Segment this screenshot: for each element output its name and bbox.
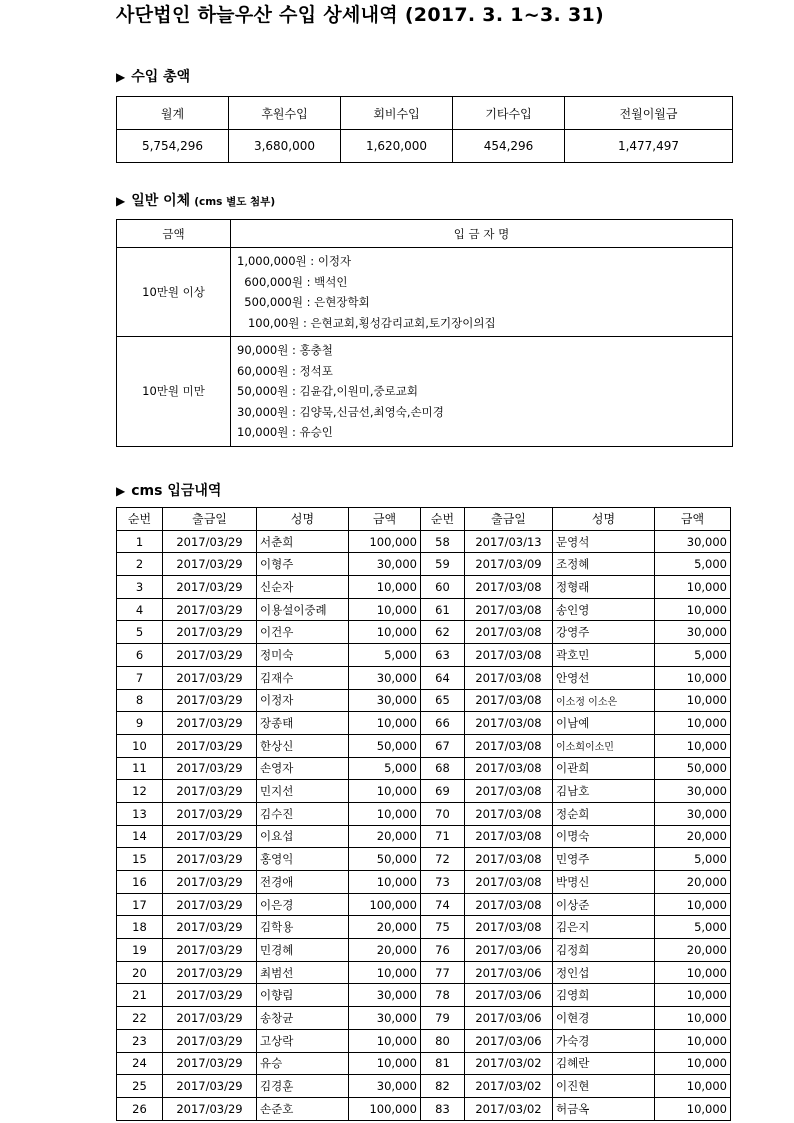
cms-name-cell: 이용설이중례 (257, 598, 349, 621)
cms-date-cell: 2017/03/08 (465, 893, 553, 916)
cms-date-cell: 2017/03/29 (163, 576, 257, 599)
cms-date-cell: 2017/03/06 (465, 984, 553, 1007)
cms-name-cell: 김경훈 (257, 1075, 349, 1098)
cms-date-cell: 2017/03/08 (465, 576, 553, 599)
summary-header-cell: 기타수입 (453, 97, 565, 130)
cms-amount-cell: 30,000 (349, 689, 421, 712)
cms-date-cell: 2017/03/08 (465, 621, 553, 644)
section-heading-income-total (116, 66, 190, 86)
table-row (117, 1007, 731, 1030)
summary-value-row (117, 130, 733, 163)
triangle-icon: ▶ (116, 194, 126, 208)
cms-seq-cell: 71 (421, 825, 465, 848)
transfer-row-over (117, 248, 733, 337)
cms-amount-cell: 10,000 (655, 576, 731, 599)
cms-date-cell: 2017/03/29 (163, 848, 257, 871)
cms-name-cell: 손준호 (257, 1097, 349, 1120)
cms-seq-cell: 62 (421, 621, 465, 644)
cms-amount-cell: 20,000 (655, 825, 731, 848)
cms-seq-cell: 17 (117, 893, 163, 916)
cms-date-cell: 2017/03/29 (163, 1007, 257, 1030)
cms-name-cell: 이형주 (257, 553, 349, 576)
cms-amount-cell: 100,000 (349, 893, 421, 916)
cms-name-cell: 홍영익 (257, 848, 349, 871)
cms-date-cell: 2017/03/06 (465, 1029, 553, 1052)
cms-seq-cell: 58 (421, 530, 465, 553)
cms-date-cell: 2017/03/06 (465, 961, 553, 984)
cms-name-cell: 김정희 (553, 939, 655, 962)
table-row (117, 961, 731, 984)
cms-date-cell: 2017/03/09 (465, 553, 553, 576)
transfer-category: 10만원 미만 (117, 337, 231, 447)
table-row (117, 644, 731, 667)
section-label: 수입 총액 (131, 69, 191, 85)
summary-value-cell: 1,620,000 (341, 130, 453, 163)
cms-date-cell: 2017/03/29 (163, 961, 257, 984)
cms-amount-cell: 10,000 (349, 1052, 421, 1075)
cms-amount-cell: 5,000 (655, 553, 731, 576)
cms-seq-cell: 2 (117, 553, 163, 576)
donor-line: 90,000원 : 홍충철 (237, 343, 333, 357)
summary-value-cell: 3,680,000 (229, 130, 341, 163)
cms-seq-cell: 63 (421, 644, 465, 667)
cms-header-cell: 출금일 (465, 508, 553, 531)
donor-line: 600,000원 : 백석인 (237, 274, 348, 289)
cms-date-cell: 2017/03/29 (163, 530, 257, 553)
cms-name-cell: 김혜란 (553, 1052, 655, 1075)
cms-name-cell: 전경애 (257, 871, 349, 894)
cms-header-row (117, 508, 731, 531)
cms-amount-cell: 5,000 (349, 644, 421, 667)
cms-seq-cell: 25 (117, 1075, 163, 1098)
cms-seq-cell: 6 (117, 644, 163, 667)
cms-seq-cell: 59 (421, 553, 465, 576)
table-row (117, 553, 731, 576)
cms-seq-cell: 8 (117, 689, 163, 712)
cms-seq-cell: 11 (117, 757, 163, 780)
cms-date-cell: 2017/03/29 (163, 984, 257, 1007)
table-row (117, 576, 731, 599)
cms-name-cell: 김수진 (257, 802, 349, 825)
cms-date-cell: 2017/03/08 (465, 802, 553, 825)
cms-date-cell: 2017/03/29 (163, 1052, 257, 1075)
table-row (117, 893, 731, 916)
cms-seq-cell: 81 (421, 1052, 465, 1075)
cms-seq-cell: 65 (421, 689, 465, 712)
cms-amount-cell: 5,000 (655, 916, 731, 939)
cms-amount-cell: 20,000 (349, 825, 421, 848)
cms-name-cell: 민경혜 (257, 939, 349, 962)
transfer-donor-lines (231, 248, 733, 337)
table-row (117, 757, 731, 780)
transfer-header-row (117, 220, 733, 248)
cms-name-cell: 이남예 (553, 712, 655, 735)
cms-seq-cell: 1 (117, 530, 163, 553)
cms-name-cell: 서춘희 (257, 530, 349, 553)
cms-header-cell: 성명 (257, 508, 349, 531)
cms-amount-cell: 30,000 (349, 553, 421, 576)
donor-line: 1,000,000원 : 이정자 (237, 254, 352, 268)
cms-amount-cell: 10,000 (655, 1007, 731, 1030)
cms-name-cell: 김재수 (257, 666, 349, 689)
cms-amount-cell: 10,000 (349, 712, 421, 735)
table-row (117, 1052, 731, 1075)
cms-seq-cell: 18 (117, 916, 163, 939)
donor-line: 50,000원 : 김윤갑,이원미,중로교회 (237, 384, 418, 398)
summary-header-cell: 전월이월금 (565, 97, 733, 130)
table-row (117, 598, 731, 621)
cms-name-cell: 이은경 (257, 893, 349, 916)
cms-seq-cell: 23 (117, 1029, 163, 1052)
cms-seq-cell: 73 (421, 871, 465, 894)
donor-line: 100,00원 : 은현교회,횡성감리교회,토기장이의집 (237, 315, 496, 330)
cms-seq-cell: 21 (117, 984, 163, 1007)
transfer-donor-lines (231, 337, 733, 447)
cms-amount-cell: 5,000 (655, 644, 731, 667)
table-row (117, 712, 731, 735)
cms-name-cell: 민영주 (553, 848, 655, 871)
cms-seq-cell: 7 (117, 666, 163, 689)
cms-date-cell: 2017/03/02 (465, 1097, 553, 1120)
cms-date-cell: 2017/03/29 (163, 734, 257, 757)
table-row (117, 939, 731, 962)
cms-date-cell: 2017/03/08 (465, 916, 553, 939)
cms-amount-cell: 5,000 (349, 757, 421, 780)
cms-deposit-table (116, 507, 731, 1121)
cms-date-cell: 2017/03/08 (465, 712, 553, 735)
section-sub-label: (cms 별도 첨부) (194, 196, 276, 208)
transfer-category: 10만원 이상 (117, 248, 231, 337)
cms-amount-cell: 10,000 (349, 802, 421, 825)
transfer-header-names: 입 금 자 명 (231, 220, 733, 248)
cms-date-cell: 2017/03/06 (465, 939, 553, 962)
cms-date-cell: 2017/03/29 (163, 916, 257, 939)
cms-date-cell: 2017/03/08 (465, 666, 553, 689)
cms-name-cell: 송창균 (257, 1007, 349, 1030)
cms-seq-cell: 13 (117, 802, 163, 825)
cms-seq-cell: 5 (117, 621, 163, 644)
cms-seq-cell: 61 (421, 598, 465, 621)
cms-name-cell: 유승 (257, 1052, 349, 1075)
cms-seq-cell: 67 (421, 734, 465, 757)
cms-amount-cell: 10,000 (349, 871, 421, 894)
cms-date-cell: 2017/03/29 (163, 621, 257, 644)
cms-name-cell: 곽호민 (553, 644, 655, 667)
cms-amount-cell: 10,000 (349, 780, 421, 803)
triangle-icon: ▶ (116, 484, 126, 498)
cms-date-cell: 2017/03/08 (465, 734, 553, 757)
cms-name-cell: 이향림 (257, 984, 349, 1007)
cms-seq-cell: 70 (421, 802, 465, 825)
section-label: 일반 이체 (131, 193, 191, 209)
cms-name-cell: 이관희 (553, 757, 655, 780)
cms-name-cell: 김영희 (553, 984, 655, 1007)
cms-amount-cell: 10,000 (655, 1097, 731, 1120)
cms-name-cell: 안영선 (553, 666, 655, 689)
table-row (117, 848, 731, 871)
summary-value-cell: 1,477,497 (565, 130, 733, 163)
cms-date-cell: 2017/03/02 (465, 1052, 553, 1075)
table-row (117, 916, 731, 939)
summary-header-cell: 후원수입 (229, 97, 341, 130)
cms-name-cell: 고상락 (257, 1029, 349, 1052)
table-row (117, 1097, 731, 1120)
table-row (117, 871, 731, 894)
cms-name-cell: 이상준 (553, 893, 655, 916)
cms-seq-cell: 10 (117, 734, 163, 757)
section-heading-general-transfer (116, 190, 275, 210)
cms-amount-cell: 10,000 (655, 689, 731, 712)
cms-name-cell: 신순자 (257, 576, 349, 599)
cms-seq-cell: 22 (117, 1007, 163, 1030)
table-row (117, 666, 731, 689)
cms-date-cell: 2017/03/29 (163, 802, 257, 825)
cms-name-cell: 정미숙 (257, 644, 349, 667)
cms-amount-cell: 10,000 (655, 984, 731, 1007)
cms-date-cell: 2017/03/29 (163, 644, 257, 667)
cms-name-cell: 이명숙 (553, 825, 655, 848)
cms-date-cell: 2017/03/02 (465, 1075, 553, 1098)
cms-header-cell: 순번 (421, 508, 465, 531)
cms-date-cell: 2017/03/06 (465, 1007, 553, 1030)
donor-line: 10,000원 : 유승인 (237, 425, 333, 439)
table-row (117, 734, 731, 757)
cms-date-cell: 2017/03/29 (163, 1075, 257, 1098)
cms-amount-cell: 30,000 (655, 530, 731, 553)
cms-amount-cell: 20,000 (349, 939, 421, 962)
cms-date-cell: 2017/03/08 (465, 689, 553, 712)
cms-seq-cell: 66 (421, 712, 465, 735)
cms-amount-cell: 30,000 (655, 621, 731, 644)
cms-date-cell: 2017/03/29 (163, 712, 257, 735)
cms-seq-cell: 77 (421, 961, 465, 984)
cms-name-cell: 이정자 (257, 689, 349, 712)
cms-seq-cell: 9 (117, 712, 163, 735)
cms-amount-cell: 10,000 (655, 666, 731, 689)
cms-date-cell: 2017/03/29 (163, 666, 257, 689)
cms-date-cell: 2017/03/08 (465, 757, 553, 780)
cms-date-cell: 2017/03/29 (163, 893, 257, 916)
cms-seq-cell: 4 (117, 598, 163, 621)
cms-header-cell: 출금일 (163, 508, 257, 531)
summary-value-cell: 454,296 (453, 130, 565, 163)
cms-seq-cell: 75 (421, 916, 465, 939)
cms-name-cell: 이소희이소민 (553, 734, 655, 757)
cms-amount-cell: 50,000 (349, 848, 421, 871)
cms-name-cell: 조정혜 (553, 553, 655, 576)
cms-name-cell: 문영석 (553, 530, 655, 553)
cms-date-cell: 2017/03/29 (163, 871, 257, 894)
cms-seq-cell: 15 (117, 848, 163, 871)
cms-seq-cell: 3 (117, 576, 163, 599)
cms-amount-cell: 20,000 (655, 871, 731, 894)
cms-table-body (117, 530, 731, 1120)
cms-header-cell: 순번 (117, 508, 163, 531)
cms-header-cell: 성명 (553, 508, 655, 531)
cms-name-cell: 정순희 (553, 802, 655, 825)
cms-date-cell: 2017/03/29 (163, 553, 257, 576)
cms-seq-cell: 79 (421, 1007, 465, 1030)
cms-amount-cell: 10,000 (655, 1075, 731, 1098)
cms-name-cell: 이요섭 (257, 825, 349, 848)
cms-date-cell: 2017/03/29 (163, 825, 257, 848)
cms-seq-cell: 74 (421, 893, 465, 916)
page-title: 사단법인 하늘우산 수입 상세내역 (2017. 3. 1~3. 31) (116, 4, 604, 26)
cms-date-cell: 2017/03/08 (465, 780, 553, 803)
cms-amount-cell: 30,000 (349, 666, 421, 689)
cms-amount-cell: 100,000 (349, 1097, 421, 1120)
cms-name-cell: 강영주 (553, 621, 655, 644)
cms-amount-cell: 30,000 (655, 802, 731, 825)
transfer-row-under (117, 337, 733, 447)
cms-date-cell: 2017/03/29 (163, 757, 257, 780)
cms-name-cell: 장종태 (257, 712, 349, 735)
table-row (117, 802, 731, 825)
cms-seq-cell: 76 (421, 939, 465, 962)
summary-header-cell: 월계 (117, 97, 229, 130)
cms-seq-cell: 14 (117, 825, 163, 848)
cms-amount-cell: 30,000 (349, 1007, 421, 1030)
cms-name-cell: 한상신 (257, 734, 349, 757)
table-row (117, 689, 731, 712)
cms-date-cell: 2017/03/29 (163, 689, 257, 712)
cms-seq-cell: 12 (117, 780, 163, 803)
cms-seq-cell: 69 (421, 780, 465, 803)
cms-name-cell: 김남호 (553, 780, 655, 803)
summary-header-cell: 회비수입 (341, 97, 453, 130)
cms-amount-cell: 10,000 (655, 1052, 731, 1075)
cms-date-cell: 2017/03/08 (465, 871, 553, 894)
cms-amount-cell: 10,000 (655, 712, 731, 735)
cms-date-cell: 2017/03/08 (465, 598, 553, 621)
cms-amount-cell: 10,000 (349, 1029, 421, 1052)
table-row (117, 1075, 731, 1098)
cms-name-cell: 김은지 (553, 916, 655, 939)
donor-line: 60,000원 : 정석포 (237, 363, 333, 378)
cms-seq-cell: 26 (117, 1097, 163, 1120)
cms-seq-cell: 72 (421, 848, 465, 871)
cms-seq-cell: 80 (421, 1029, 465, 1052)
cms-date-cell: 2017/03/29 (163, 1029, 257, 1052)
cms-date-cell: 2017/03/29 (163, 1097, 257, 1120)
summary-value-cell: 5,754,296 (117, 130, 229, 163)
general-transfer-table (116, 219, 733, 447)
cms-amount-cell: 10,000 (349, 598, 421, 621)
cms-amount-cell: 30,000 (349, 1075, 421, 1098)
table-row (117, 1029, 731, 1052)
cms-name-cell: 정인섭 (553, 961, 655, 984)
cms-amount-cell: 10,000 (655, 893, 731, 916)
cms-name-cell: 허금옥 (553, 1097, 655, 1120)
table-row (117, 984, 731, 1007)
cms-amount-cell: 20,000 (349, 916, 421, 939)
cms-name-cell: 박명신 (553, 871, 655, 894)
cms-amount-cell: 30,000 (349, 984, 421, 1007)
section-heading-cms (116, 480, 221, 500)
cms-header-cell: 금액 (655, 508, 731, 531)
cms-seq-cell: 16 (117, 871, 163, 894)
table-row (117, 621, 731, 644)
cms-name-cell: 이진현 (553, 1075, 655, 1098)
cms-amount-cell: 10,000 (655, 961, 731, 984)
cms-amount-cell: 10,000 (655, 598, 731, 621)
cms-seq-cell: 60 (421, 576, 465, 599)
cms-amount-cell: 10,000 (349, 576, 421, 599)
summary-header-row (117, 97, 733, 130)
cms-amount-cell: 20,000 (655, 939, 731, 962)
triangle-icon: ▶ (116, 70, 126, 84)
donor-line: 500,000원 : 은현장학회 (237, 295, 370, 309)
cms-date-cell: 2017/03/29 (163, 598, 257, 621)
cms-amount-cell: 5,000 (655, 848, 731, 871)
cms-seq-cell: 82 (421, 1075, 465, 1098)
cms-name-cell: 손영자 (257, 757, 349, 780)
table-row (117, 530, 731, 553)
cms-name-cell: 이현경 (553, 1007, 655, 1030)
cms-seq-cell: 64 (421, 666, 465, 689)
transfer-header-amount: 금액 (117, 220, 231, 248)
cms-name-cell: 김학용 (257, 916, 349, 939)
table-row (117, 780, 731, 803)
cms-amount-cell: 50,000 (349, 734, 421, 757)
section-label: cms 입금내역 (131, 483, 222, 499)
cms-name-cell: 민지선 (257, 780, 349, 803)
cms-amount-cell: 100,000 (349, 530, 421, 553)
cms-date-cell: 2017/03/08 (465, 848, 553, 871)
cms-header-cell: 금액 (349, 508, 421, 531)
cms-name-cell: 송인영 (553, 598, 655, 621)
cms-seq-cell: 68 (421, 757, 465, 780)
cms-amount-cell: 10,000 (655, 1029, 731, 1052)
cms-name-cell: 정형래 (553, 576, 655, 599)
cms-name-cell: 이소정 이소은 (553, 689, 655, 712)
cms-date-cell: 2017/03/29 (163, 939, 257, 962)
cms-amount-cell: 30,000 (655, 780, 731, 803)
income-summary-table (116, 96, 733, 163)
cms-name-cell: 이건우 (257, 621, 349, 644)
cms-amount-cell: 50,000 (655, 757, 731, 780)
cms-seq-cell: 19 (117, 939, 163, 962)
cms-seq-cell: 20 (117, 961, 163, 984)
cms-amount-cell: 10,000 (349, 961, 421, 984)
cms-seq-cell: 83 (421, 1097, 465, 1120)
cms-date-cell: 2017/03/13 (465, 530, 553, 553)
cms-seq-cell: 78 (421, 984, 465, 1007)
table-row (117, 825, 731, 848)
cms-date-cell: 2017/03/29 (163, 780, 257, 803)
cms-date-cell: 2017/03/08 (465, 825, 553, 848)
cms-name-cell: 최범선 (257, 961, 349, 984)
cms-amount-cell: 10,000 (655, 734, 731, 757)
donor-line: 30,000원 : 김양묵,신금선,최영숙,손미경 (237, 404, 444, 419)
cms-seq-cell: 24 (117, 1052, 163, 1075)
cms-name-cell: 가숙경 (553, 1029, 655, 1052)
cms-date-cell: 2017/03/08 (465, 644, 553, 667)
cms-amount-cell: 10,000 (349, 621, 421, 644)
